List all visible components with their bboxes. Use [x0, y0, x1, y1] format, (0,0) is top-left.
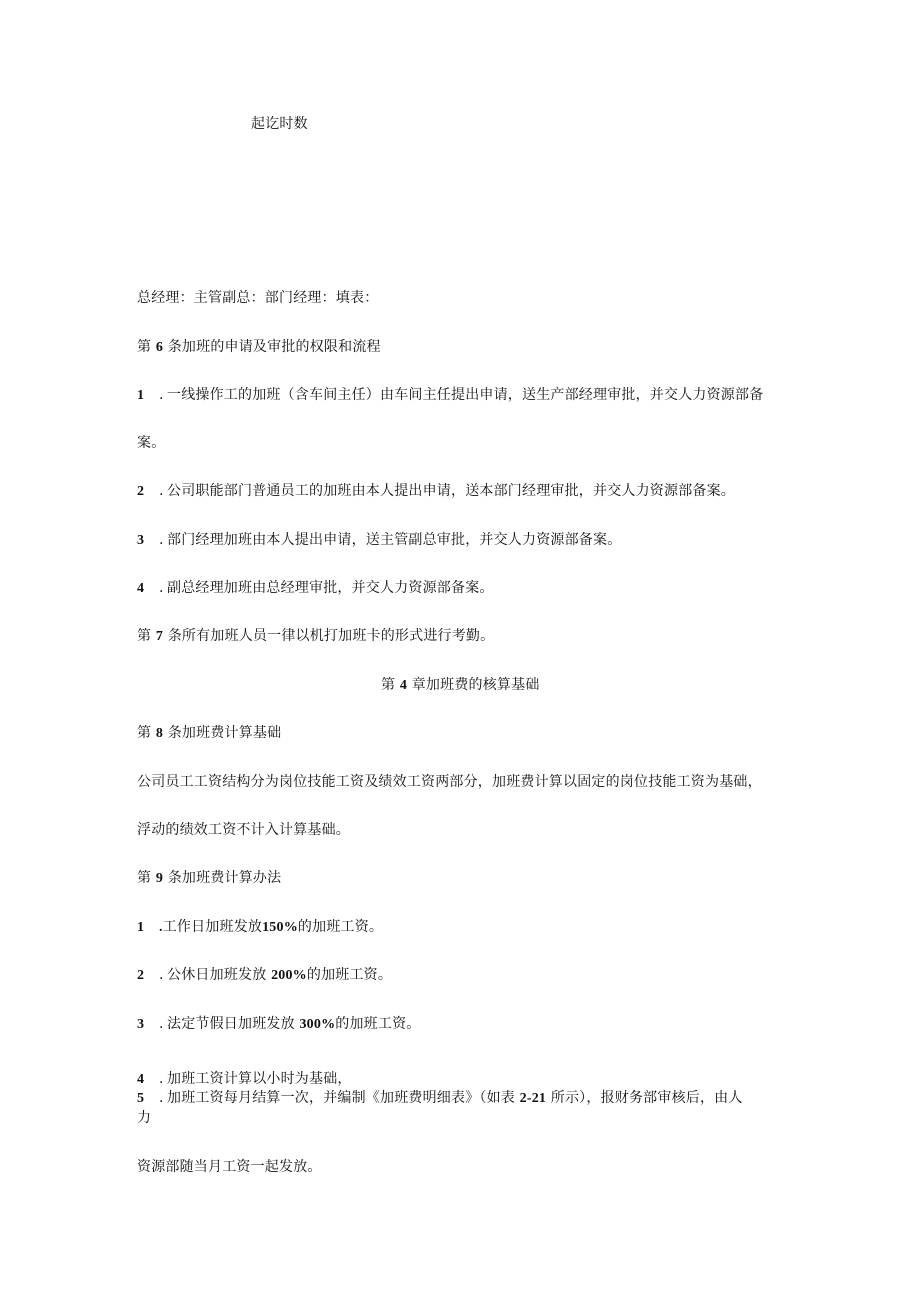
signature-line: 总经理：主管副总：部门经理：填表：	[137, 290, 379, 306]
article-7: 第 7 条所有加班人员一律以机打加班卡的形式进行考勤。	[137, 628, 495, 644]
art9-item-5: 5 . 加班工资每月结算一次，并编制《加班费明细表》（如表 2-21 所示），报财务部审核后，由人	[137, 1090, 743, 1106]
top-label: 起讫时数	[251, 116, 308, 132]
art6-item-1: 1 . 一线操作工的加班（含车间主任）由车间主任提出申请，送生产部经理审批，并交人力资源部备	[137, 387, 764, 403]
article-8-heading: 第 8 条加班费计算基础	[137, 725, 282, 741]
art9-item-4: 4 . 加班工资计算以小时为基础，	[137, 1071, 352, 1087]
article-6-heading: 第 6 条加班的申请及审批的权限和流程	[137, 339, 381, 355]
art9-item-1: 1 .工作日加班发放150%的加班工资。	[137, 919, 384, 935]
chapter-4-heading: 第 4 章加班费的核算基础	[381, 677, 540, 693]
art8-paragraph-line-2: 浮动的绩效工资不计入计算基础。	[137, 822, 350, 838]
art9-item-2: 2 . 公休日加班发放 200%的加班工资。	[137, 967, 393, 983]
art9-item-3: 3 . 法定节假日加班发放 300%的加班工资。	[137, 1016, 421, 1032]
art9-item-5-continuation-1: 力	[137, 1110, 152, 1126]
art6-item-2: 2 . 公司职能部门普通员工的加班由本人提出申请，送本部门经理审批，并交人力资源部备案。	[137, 483, 735, 499]
article-9-heading: 第 9 条加班费计算办法	[137, 870, 282, 886]
art8-paragraph-line-1: 公司员工工资结构分为岗位技能工资及绩效工资两部分，加班费计算以固定的岗位技能工资为基础，	[137, 774, 762, 790]
art6-item-4: 4 . 副总经理加班由总经理审批，并交人力资源部备案。	[137, 580, 494, 596]
art9-item-5-continuation-2: 资源部随当月工资一起发放。	[137, 1159, 322, 1175]
art6-item-3: 3 . 部门经理加班由本人提出申请，送主管副总审批，并交人力资源部备案。	[137, 532, 622, 548]
art6-item-1-continuation: 案。	[137, 435, 166, 451]
